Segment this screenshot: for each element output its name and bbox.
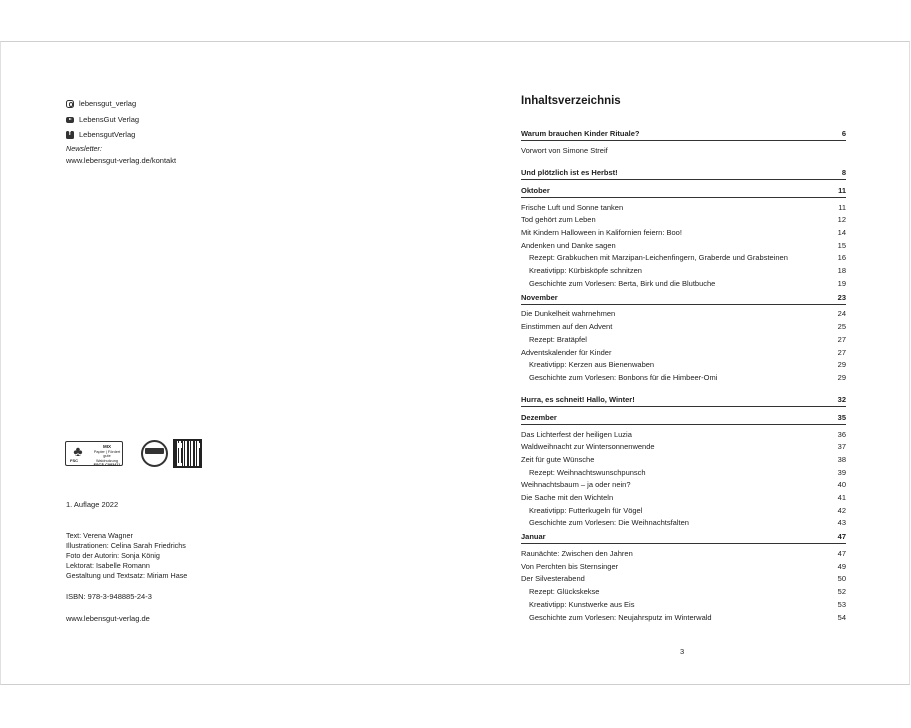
toc-entry-page: 43 [837,518,846,528]
toc-entry-label: Geschichte zum Vorlesen: Berta, Birk und die Blutbuche [529,278,716,288]
toc-entry-page: 27 [837,347,846,357]
toc-entry-label: Januar [521,532,546,542]
social-label: LebensGut Verlag [79,114,140,124]
fsc-code: FSC® C083411 [93,463,121,468]
toc-entry-page: 14 [837,228,846,238]
toc-entry-page: 49 [837,561,846,571]
toc-entry-label: Das Lichterfest der heiligen Luzia [521,429,632,439]
toc-entry-label: Rezept: Weihnachtswunschpunsch [529,467,646,477]
toc-entry [521,505,846,518]
toc-entry [521,429,846,442]
toc-entry-page: 19 [837,278,846,288]
toc-section [521,127,846,141]
toc-entry-page: 29 [837,360,846,370]
toc-entry-page: 12 [837,215,846,225]
toc-entry [521,517,846,530]
toc-entry-label: Tod gehört zum Leben [521,215,596,225]
toc-entry-page: 15 [837,240,846,250]
publisher-website: www.lebensgut-verlag.de [66,614,150,623]
toc-entry-page: 47 [837,532,846,542]
toc-entry [521,599,846,612]
toc-entry [521,278,846,291]
toc-entry-label: Rezept: Glückskekse [529,587,600,597]
toc-entry [521,214,846,227]
toc-entry-page: 6 [841,129,846,138]
instagram-icon [66,100,74,108]
toc-entry-label: Kreativtipp: Kunstwerke aus Eis [529,599,635,609]
fsc-label: FSC [70,458,78,463]
youtube-icon [66,117,74,123]
toc-entry-label: Hurra, es schneit! Hallo, Winter! [521,394,635,404]
toc-entry-page: 8 [841,167,846,177]
toc-entry-label: Kreativtipp: Kürbisköpfe schnitzen [529,266,642,276]
toc-entry-page: 16 [837,253,846,263]
toc-entry-page: 50 [837,574,846,584]
toc-entry [521,467,846,480]
toc-entry-label: Dezember [521,412,557,422]
toc-entry-page: 39 [837,467,846,477]
social-row-instagram [66,96,176,112]
toc-entry-page: 35 [837,412,846,422]
social-row-youtube [66,112,176,128]
toc-entry-label: Die Dunkelheit wahrnehmen [521,309,616,319]
credits [66,531,187,581]
toc-entry-label: Der Silvesterabend [521,574,585,584]
toc-entry-label: Und plötzlich ist es Herbst! [521,167,618,177]
toc-title: Inhaltsverzeichnis [521,95,621,107]
toc-entry-label: Oktober [521,185,550,195]
toc-entry [521,372,846,385]
toc-entry-label: Geschichte zum Vorlesen: Neujahrsputz im Winterwald [529,612,712,622]
toc-entry [521,321,846,334]
social-label: lebensgut_verlag [79,99,137,109]
toc-entry-label: Die Sache mit den Wichteln [521,493,614,503]
credit-line: Foto der Autorin: Sonja König [66,551,160,560]
toc-entry-page: 40 [837,480,846,490]
toc-entry-label: Waldweihnacht zur Wintersonnenwende [521,442,655,452]
toc-entry-page: 11 [838,185,846,195]
certification-seal-icon [141,440,168,467]
toc-entry [521,202,846,215]
fsc-mix-text [92,445,122,468]
toc-entry [521,347,846,360]
toc-entry-label: Adventskalender für Kinder [521,347,612,357]
credit-line: Gestaltung und Textsatz: Miriam Hase [66,571,188,580]
newsletter-url: www.lebensgut-verlag.de/kontakt [66,155,177,165]
edition: 1. Auflage 2022 [66,500,119,509]
toc-entry-label: Einstimmen auf den Advent [521,322,613,332]
credit-line: Text: Verena Wagner [66,531,133,540]
toc-entry-page: 11 [838,202,846,212]
credit-line: Lektorat: Isabelle Romann [66,561,150,570]
toc-entry-page: 38 [837,454,846,464]
toc-entry-page: 27 [837,334,846,344]
fsc-logo [65,441,123,466]
toc-entry-label: Mit Kindern Halloween in Kalifornien feiern: Boo! [521,228,682,238]
qr-code-icon [173,439,202,468]
social-links [66,96,176,165]
toc-section [521,166,846,180]
toc-entry [521,145,846,158]
toc-section [521,393,846,407]
toc-entry-label: Kreativtipp: Futterkugeln für Vögel [529,505,643,515]
toc-entry-page: 54 [837,612,846,622]
toc-section [521,530,846,544]
toc-section [521,291,846,305]
credit-line: Illustrationen: Celina Sarah Friedrichs [66,541,186,550]
toc-entry-page: 18 [837,266,846,276]
toc-entry-page: 53 [837,599,846,609]
toc-entry-page: 32 [837,394,846,404]
toc-entry [521,309,846,322]
toc-entry-label: Raunächte: Zwischen den Jahren [521,549,633,559]
toc-entry [521,227,846,240]
toc-entry [521,479,846,492]
fsc-line2: gute Waldnutzung [95,454,119,463]
toc-entry [521,574,846,587]
toc-entry-label: Rezept: Bratäpfel [529,334,587,344]
newsletter-label: Newsletter: [66,143,102,153]
toc-section [521,184,846,198]
toc-entry-page: 23 [837,292,846,302]
page-number: 3 [680,647,685,656]
toc-entry-page: 25 [837,322,846,332]
toc-entry-page: 36 [837,429,846,439]
toc-entry-label: Rezept: Grabkuchen mit Marzipan-Leichenfingern, Graberde und Grabsteinen [529,253,788,263]
toc-entry [521,612,846,625]
toc-entry [521,586,846,599]
toc-entry-label: Geschichte zum Vorlesen: Die Weihnachtsfalten [529,518,689,528]
toc-entry [521,492,846,505]
toc-entry-page: 24 [837,309,846,319]
facebook-icon [66,131,74,139]
toc-entry-page: 41 [837,493,846,503]
toc-entry-label: Warum brauchen Kinder Rituale? [521,129,640,138]
toc-entry-label: Zeit für gute Wünsche [521,454,595,464]
toc-entry-label: Weihnachtsbaum – ja oder nein? [521,480,631,490]
social-label: LebensgutVerlag [79,130,136,140]
toc-entry [521,334,846,347]
toc-entry [521,359,846,372]
toc-entry-page: 37 [837,442,846,452]
table-of-contents [521,127,846,624]
fsc-mix: MIX [102,444,111,449]
toc-entry [521,240,846,253]
toc-entry-label: Kreativtipp: Kerzen aus Bienenwaben [529,360,655,370]
toc-section [521,411,846,425]
fsc-line1: Papier | Fördert [93,449,121,454]
toc-entry-page: 42 [837,505,846,515]
toc-entry [521,561,846,574]
toc-entry-label: November [521,292,558,302]
toc-entry [521,548,846,561]
tree-icon: ♣ [73,443,83,459]
toc-entry-page: 52 [837,587,846,597]
social-row-facebook [66,127,176,143]
toc-entry-label: Von Perchten bis Sternsinger [521,561,619,571]
toc-entry-page: 29 [837,372,846,382]
toc-entry-page: 47 [837,549,846,559]
toc-entry [521,252,846,265]
toc-entry-label: Andenken und Danke sagen [521,240,616,250]
isbn: ISBN: 978-3-948885-24-3 [66,592,152,601]
toc-entry [521,454,846,467]
toc-entry [521,441,846,454]
toc-entry [521,265,846,278]
toc-entry-label: Frische Luft und Sonne tanken [521,202,624,212]
toc-entry-label: Vorwort von Simone Streif [521,145,608,155]
toc-entry-label: Geschichte zum Vorlesen: Bonbons für die Himbeer-Omi [529,372,718,382]
